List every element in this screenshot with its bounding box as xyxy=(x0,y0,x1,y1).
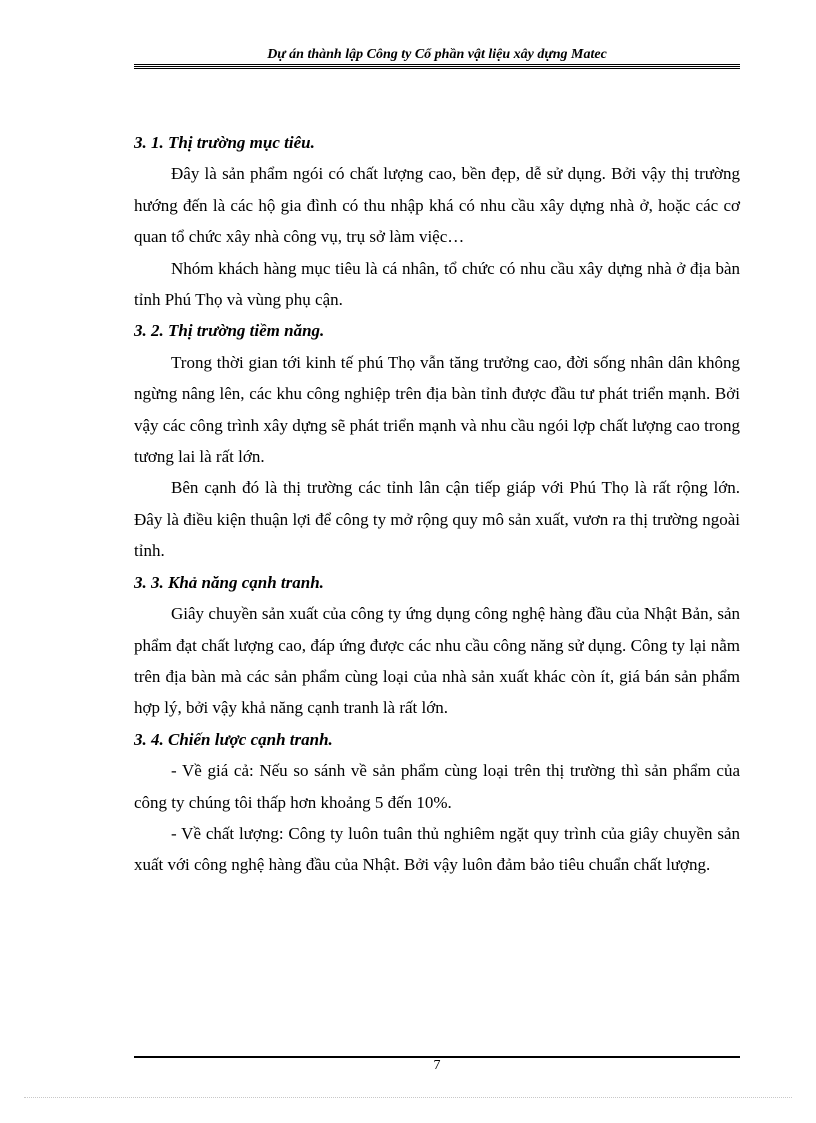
section-heading: 3. 4. Chiến lược cạnh tranh. xyxy=(134,729,333,749)
running-header: Dự án thành lập Công ty Cổ phần vật liệu xây dựng Matec xyxy=(267,47,607,62)
section-heading: 3. 3. Khả năng cạnh tranh. xyxy=(134,572,324,592)
section-heading: 3. 1. Thị trường mục tiêu. xyxy=(134,133,315,152)
header-rule-top xyxy=(134,64,740,65)
section-competitive-strategy xyxy=(134,724,740,881)
section-target-market xyxy=(134,127,740,315)
body-paragraph: Giây chuyền sản xuất của công ty ứng dụng công nghệ hàng đầu của Nhật Bản, sản phẩm đạt chất lượng cao, đáp ứng được các nhu cầu công năng sử dụng. Công ty lại nằm trên địa bàn mà các sản phẩm cùng loại của nhà sản xuất khác còn ít, giá bán sản phẩm hợp lý, bởi vậy khả năng cạnh tranh là rất lớn. xyxy=(134,604,740,718)
body-paragraph: - Về giá cả: Nếu so sánh về sản phẩm cùng loại trên thị trường thì sản phẩm của công ty chúng tôi thấp hơn khoảng 5 đến 10%. xyxy=(134,761,740,812)
section-competitiveness xyxy=(134,567,740,724)
document-body xyxy=(134,127,740,881)
section-potential-market xyxy=(134,315,740,566)
body-paragraph: - Về chất lượng: Công ty luôn tuân thủ nghiêm ngặt quy trình của giây chuyền sản xuất với công nghệ hàng đầu của Nhật. Bởi vậy luôn đảm bảo tiêu chuẩn chất lượng. xyxy=(134,823,740,875)
body-paragraph: Đây là sản phẩm ngói có chất lượng cao, bền đẹp, dễ sử dụng. Bởi vậy thị trường hướng đến là các hộ gia đình có thu nhập khá có nhu cầu xây dựng nhà ở, hoặc các cơ quan tổ chức xây nhà công vụ, trụ sở làm việc… xyxy=(134,164,740,247)
section-heading: 3. 2. Thị trường tiềm năng. xyxy=(134,321,325,341)
header-rule-middle xyxy=(134,66,740,67)
body-paragraph: Nhóm khách hàng mục tiêu là cá nhân, tổ chức có nhu cầu xây dựng nhà ở địa bàn tỉnh Phú Thọ và vùng phụ cận. xyxy=(134,258,740,310)
body-paragraph: Bên cạnh đó là thị trường các tỉnh lân cận tiếp giáp với Phú Thọ là rất rộng lớn. Đây là điều kiện thuận lợi để công ty mở rộng quy mô sản xuất, vươn ra thị trường ngoài tỉnh. xyxy=(134,478,740,561)
body-paragraph: Trong thời gian tới kinh tế phú Thọ vẫn tăng trưởng cao, đời sống nhân dân không ngừng nâng lên, các khu công nghiệp trên địa bàn tỉnh được đầu tư phát triển mạnh. Bởi vậy các công trình xây dựng sẽ phát triển mạnh và nhu cầu ngói lợp chất lượng cao trong tương lai là rất lớn. xyxy=(134,352,740,467)
page-bottom-border xyxy=(24,1097,792,1098)
header-rule-bottom xyxy=(134,68,740,69)
page-number: 7 xyxy=(433,1058,441,1073)
